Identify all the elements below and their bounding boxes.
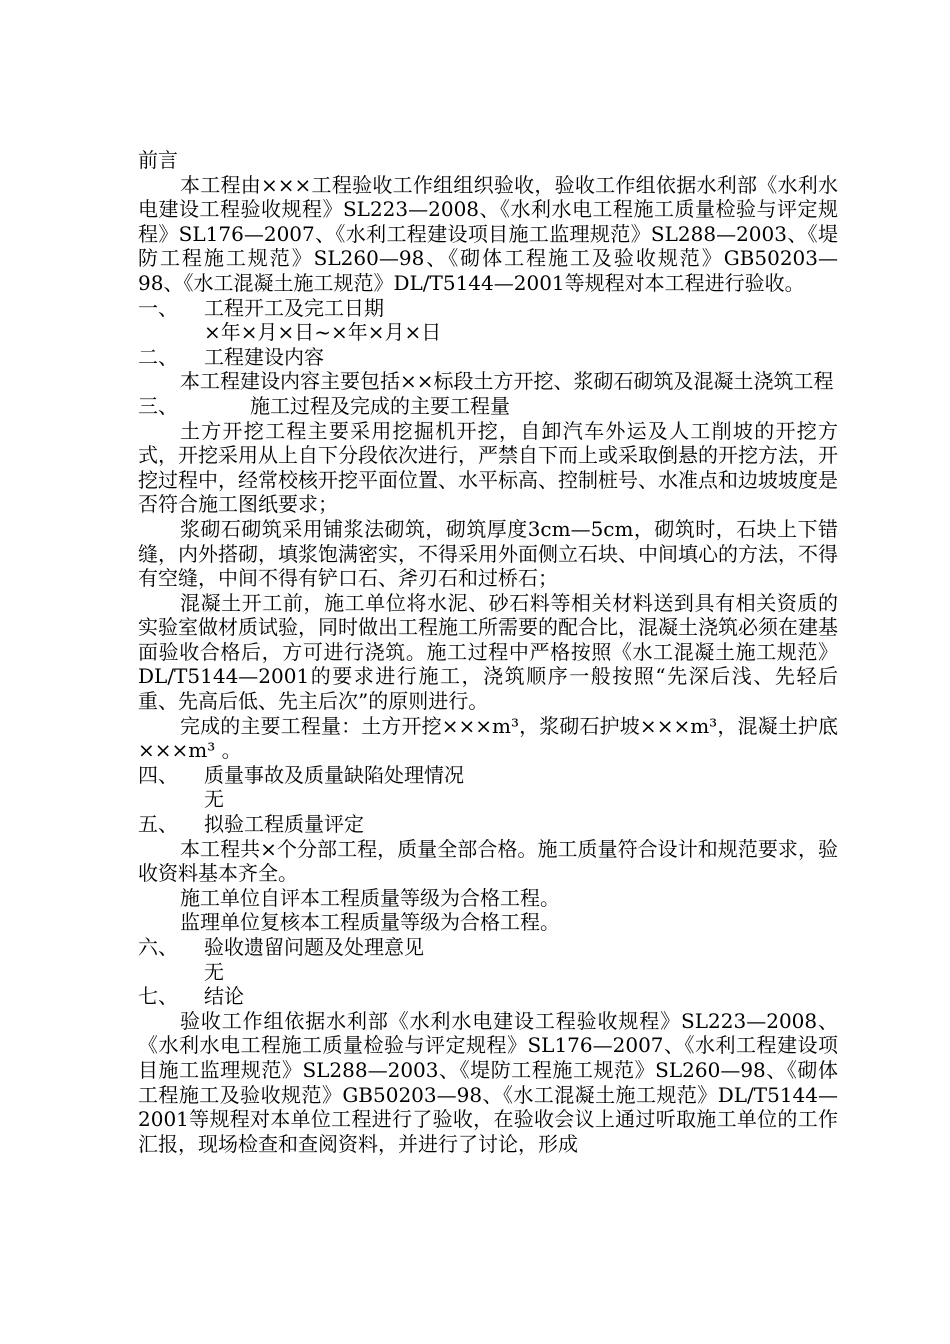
- section-paragraph: 本工程共×个分部工程，质量全部合格。施工质量符合设计和规范要求，验收资料基本齐全。: [138, 836, 838, 886]
- section-title: 质量事故及质量缺陷处理情况: [204, 762, 464, 787]
- document-page: [138, 148, 838, 1156]
- section-heading-5: [138, 812, 838, 837]
- section-paragraph: 完成的主要工程量：土方开挖×××m³，浆砌石护坡×××m³，混凝土护底×××m³ 。: [138, 713, 838, 763]
- section-paragraph: 混凝土开工前，施工单位将水泥、砂石料等相关材料送到具有相关资质的实验室做材质试验，同时做出工程施工所需要的配合比，混凝土浇筑必须在建基面验收合格后，方可进行浇筑。施工过程中严格按照《水工混凝土施工规范》DL/T5144—2001的要求进行施工，浇筑顺序一般按照“先深后浅、先轻后重、先高后低、先主后次”的原则进行。: [138, 590, 838, 714]
- section-heading-2: [138, 345, 838, 370]
- preface-title: 前言: [138, 148, 178, 172]
- section-sub-text: 无: [204, 959, 224, 984]
- section-heading-1: [138, 296, 838, 321]
- section-title: 工程开工及完工日期: [204, 295, 384, 320]
- section-sub-text: 无: [204, 787, 224, 812]
- section-title: 验收遗留问题及处理意见: [204, 935, 424, 959]
- section-title: 结论: [204, 984, 244, 1009]
- section-title: 拟验工程质量评定: [204, 812, 364, 837]
- section-paragraph: 监理单位复核本工程质量等级为合格工程。: [180, 910, 560, 935]
- section-paragraph: 浆砌石砌筑采用铺浆法砌筑，砌筑厚度3cm—5cm，砌筑时，石块上下错缝，内外搭砌，填浆饱满密实，不得采用外面侧立石块、中间填心的方法，不得有空缝，中间不得有铲口石、斧刃石和过桥石；: [138, 516, 838, 591]
- section-number: 一、: [138, 295, 178, 320]
- section-heading-3: [138, 394, 838, 419]
- preface-body: 本工程由×××工程验收工作组组织验收，验收工作组依据水利部《水利水电建设工程验收规程》SL223—2008、《水利水电工程施工质量检验与评定规程》SL176—2007、《水利工程建设项目施工监理规范》SL288—2003、《堤防工程施工规范》SL260—98、《砌体工程施工及验收规范》GB50203—98、《水工混凝土施工规范》DL/T5144—2001等规程对本工程进行验收。: [138, 172, 838, 295]
- section-paragraph: 验收工作组依据水利部《水利水电建设工程验收规程》SL223—2008、《水利水电工程施工质量检验与评定规程》SL176—2007、《水利工程建设项目施工监理规范》SL288—2003、《堤防工程施工规范》SL260—98、《砌体工程施工及验收规范》GB50203—98、《水工混凝土施工规范》DL/T5144—2001等规程对本单位工程进行了验收，在验收会议上通过听取施工单位的工作汇报，现场检查和查阅资料，并进行了讨论，形成: [138, 1008, 838, 1156]
- section-number: 六、: [138, 935, 178, 959]
- section-number: 三、: [138, 393, 178, 418]
- section-title: 施工过程及完成的主要工程量: [250, 393, 510, 418]
- section-number: 二、: [138, 344, 178, 369]
- section-number: 五、: [138, 812, 178, 837]
- section-paragraph: 施工单位自评本工程质量等级为合格工程。: [180, 885, 560, 910]
- section-heading-6: [138, 935, 838, 960]
- section-heading-4: [138, 763, 838, 788]
- section-paragraph: 本工程建设内容主要包括××标段土方开挖、浆砌石砌筑及混凝土浇筑工程: [180, 369, 834, 394]
- section-title: 工程建设内容: [204, 344, 324, 369]
- section-sub-text: ×年×月×日~×年×月×日: [204, 320, 442, 345]
- section-paragraph: 土方开挖工程主要采用挖掘机开挖，自卸汽车外运及人工削坡的开挖方式，开挖采用从上自下分段依次进行，严禁自下而上或采取倒悬的开挖方法，开挖过程中，经常校核开挖平面位置、水平标高、控制桩号、水准点和边坡坡度是否符合施工图纸要求；: [138, 418, 838, 517]
- section-heading-7: [138, 984, 838, 1009]
- section-number: 四、: [138, 762, 178, 787]
- section-number: 七、: [138, 984, 178, 1009]
